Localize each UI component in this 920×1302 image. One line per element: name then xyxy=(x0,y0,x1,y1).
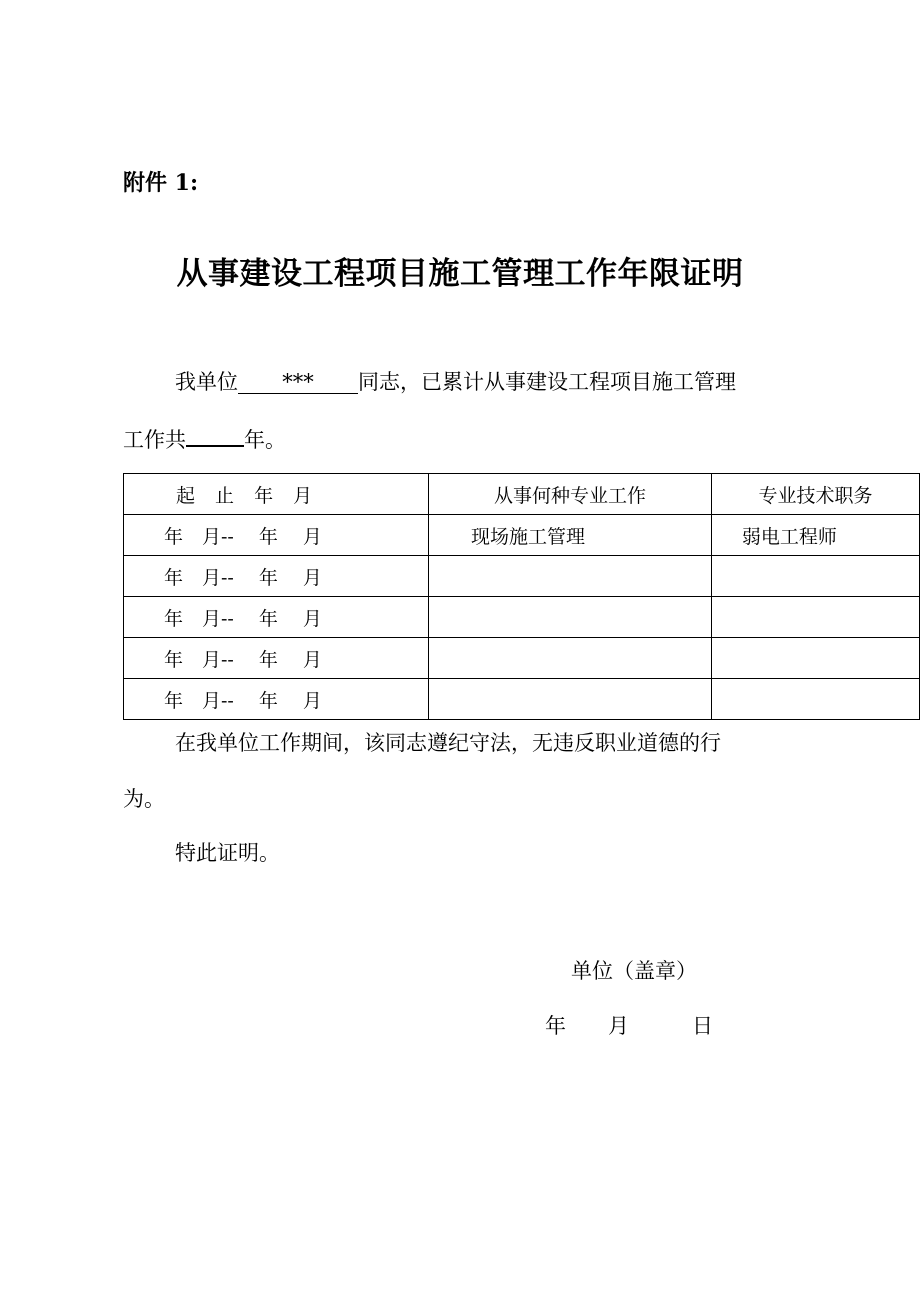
title-cell: 弱电工程师 xyxy=(711,515,919,556)
title-cell xyxy=(711,638,919,679)
header-tech-title: 专业技术职务 xyxy=(711,474,919,515)
period-cell: 年 月-- 年 月 xyxy=(124,515,429,556)
work-history-table xyxy=(123,473,920,720)
table-row xyxy=(124,556,920,597)
conduct-line-1: 在我单位工作期间，该同志遵纪守法，无违反职业道德的行 xyxy=(175,731,721,755)
work-cell: 现场施工管理 xyxy=(429,515,712,556)
intro-line2-prefix: 工作共 xyxy=(123,428,186,452)
period-cell: 年 月-- 年 月 xyxy=(124,679,429,720)
years-field xyxy=(186,423,244,447)
intro-line-2 xyxy=(123,423,286,454)
title-cell xyxy=(711,597,919,638)
work-cell xyxy=(429,597,712,638)
work-cell xyxy=(429,679,712,720)
work-cell xyxy=(429,638,712,679)
signature-unit-seal: 单位（盖章） xyxy=(571,959,697,983)
header-period: 起 止 年 月 xyxy=(124,474,429,515)
conduct-line-2: 为。 xyxy=(123,787,165,811)
intro-line-1 xyxy=(175,366,736,396)
signature-date: 年 月 日 xyxy=(545,1014,713,1038)
attachment-label: 附件 1: xyxy=(123,170,199,196)
intro-middle: 同志，已累计从事建设工程项目施工管理 xyxy=(358,370,736,394)
table-row xyxy=(124,515,920,556)
title-cell xyxy=(711,679,919,720)
period-cell: 年 月-- 年 月 xyxy=(124,597,429,638)
table-row xyxy=(124,679,920,720)
table-header-row xyxy=(124,474,920,515)
intro-prefix: 我单位 xyxy=(175,370,238,394)
page-title: 从事建设工程项目施工管理工作年限证明 xyxy=(176,256,744,292)
title-cell xyxy=(711,556,919,597)
header-work-type: 从事何种专业工作 xyxy=(429,474,712,515)
period-cell: 年 月-- 年 月 xyxy=(124,556,429,597)
work-cell xyxy=(429,556,712,597)
period-cell: 年 月-- 年 月 xyxy=(124,638,429,679)
colleague-name-field: *** xyxy=(238,371,358,394)
certify-text: 特此证明。 xyxy=(175,841,280,865)
intro-line2-suffix: 年。 xyxy=(244,428,286,452)
table-row xyxy=(124,638,920,679)
table-row xyxy=(124,597,920,638)
